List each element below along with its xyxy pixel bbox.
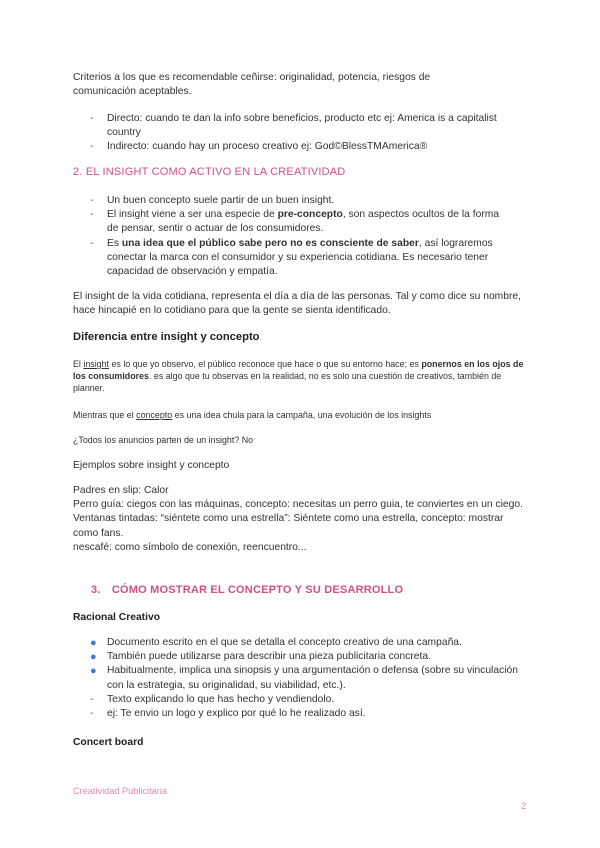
list-item [90,237,508,280]
insight-list [90,194,508,279]
list-item-text: Es [107,237,122,249]
list-item-text: Texto explicando lo que has hecho y vendiendolo. [107,693,335,705]
bullet-marker: ● [90,637,97,649]
list-item-text: Documento escrito en el que se detalla el concepto creativo de una campaña. [107,637,462,648]
intro-line-2: comunicación aceptables. [73,85,192,97]
examples-block [73,484,523,555]
section-number: 3. [91,584,101,596]
bold-term: pre-concepto [277,209,343,221]
list-item [90,664,520,692]
text: . es algo que tu observas en la realidad, no es solo una cuestión de creativos, también de planner. [73,371,502,394]
example-line: Ventanas tintadas: “siéntete como una estrella”: Siéntete como una estrella, concepto: mostrar como fans. [73,513,504,539]
example-line: Perro guía: ciegos con las máquinas, concepto: necesitas un perro guia, te conviertes en un ciego. [73,499,523,511]
intro-paragraph [73,71,513,98]
dash-marker: - [90,209,94,221]
section-title: CÓMO MOSTRAR EL CONCEPTO Y SU DESARROLLO [111,584,404,596]
list-item-text-cont: , son aspectos ocultos de la forma de pensar, sentir o actuar de los consumidores. [107,209,500,235]
list-item [90,112,500,139]
list-item-text: Indirecto: cuando hay un proceso creativo ej: God©BlessTMAmerica® [107,141,428,153]
dash-marker: - [90,237,94,249]
list-item-text-cont: , así lograremos conectar la marca con el consumidor y su experiencia cotidiana. Es necesario tener capacidad de observación y empatía. [107,237,493,278]
list-item [90,636,520,650]
text: es una idea chula para la campaña, una evolución de los insights [172,410,432,420]
example-line: Padres en slip: Calor [73,485,169,496]
diff-paragraph-2 [73,409,533,421]
concepto-term: concepto [136,410,173,420]
subheading-diferencia: Diferencia entre insight y concepto [73,331,260,343]
bullet-marker: ● [90,665,97,678]
criteria-list [90,112,500,154]
racional-bullet-list [90,636,520,693]
text: es lo que yo observo, el público reconoce que hace o que su entorno hace; es [109,359,422,369]
text: El [73,359,84,369]
diff-paragraph-3: ¿Todos los anuncios parten de un insight? No [73,435,254,445]
list-item [90,194,508,208]
text: Mientras que el [73,410,137,420]
list-item [90,650,520,664]
list-item-text: También puede utilizarse para describir una pieza publicitaria concreta. [107,651,431,663]
racional-lists [90,636,520,721]
footer-title: Creatividad Publicitaria [73,786,167,796]
intro-line-1: Criterios a los que es recomendable ceñirse: originalidad, potencia, riesgos de [73,72,431,83]
examples-heading: Ejemplos sobre insight y concepto [73,460,230,471]
list-item-text: Un buen concepto suele partir de un buen insight. [107,195,335,206]
diff-paragraph-1 [73,358,528,395]
list-item-text: ej: Te envio un logo y explico por qué lo he realizado así. [107,708,366,720]
subheading-concert-board: Concert board [73,737,144,748]
subheading-racional: Racional Creativo [73,612,160,623]
list-item-text: Habitualmente, implica una sinopsis y una argumentación o defensa (sobre su vinculación con la estrategia, su originalidad, su viabilidad, etc.). [107,665,518,691]
bold-term: una idea que el público sabe pero no es consciente de saber [121,237,419,249]
list-item-text: Directo: cuando te dan la info sobre beneficios, producto etc ej: America is a capitalist country [107,113,497,138]
list-item [90,208,508,236]
bullet-marker: ● [90,651,97,664]
page-number: 2 [521,801,527,812]
list-item [90,693,520,707]
bold-term: ponernos en los ojos de los consumidores [73,359,524,382]
dash-marker: - [90,141,94,153]
list-item [90,140,500,154]
dash-marker: - [90,113,94,124]
example-line: nescafé: como símbolo de conexión, reencuentro... [73,541,307,553]
racional-dash-list [90,693,520,721]
dash-marker: - [90,708,94,720]
dash-marker: - [90,195,94,206]
dash-marker: - [90,693,94,705]
list-item [90,707,520,721]
insight-paragraph: El insight de la vida cotidiana, representa el día a día de las personas. Tal y como dice su nombre, hace hincapié en lo cotidiano para que la gente se sienta identificado. [73,291,521,317]
section-heading-2: 2. EL INSIGHT COMO ACTIVO EN LA CREATIVIDAD [73,166,346,178]
section-heading-3 [91,584,403,596]
list-item-text: El insight viene a ser una especie de [107,209,278,221]
insight-term: insight [83,359,110,369]
